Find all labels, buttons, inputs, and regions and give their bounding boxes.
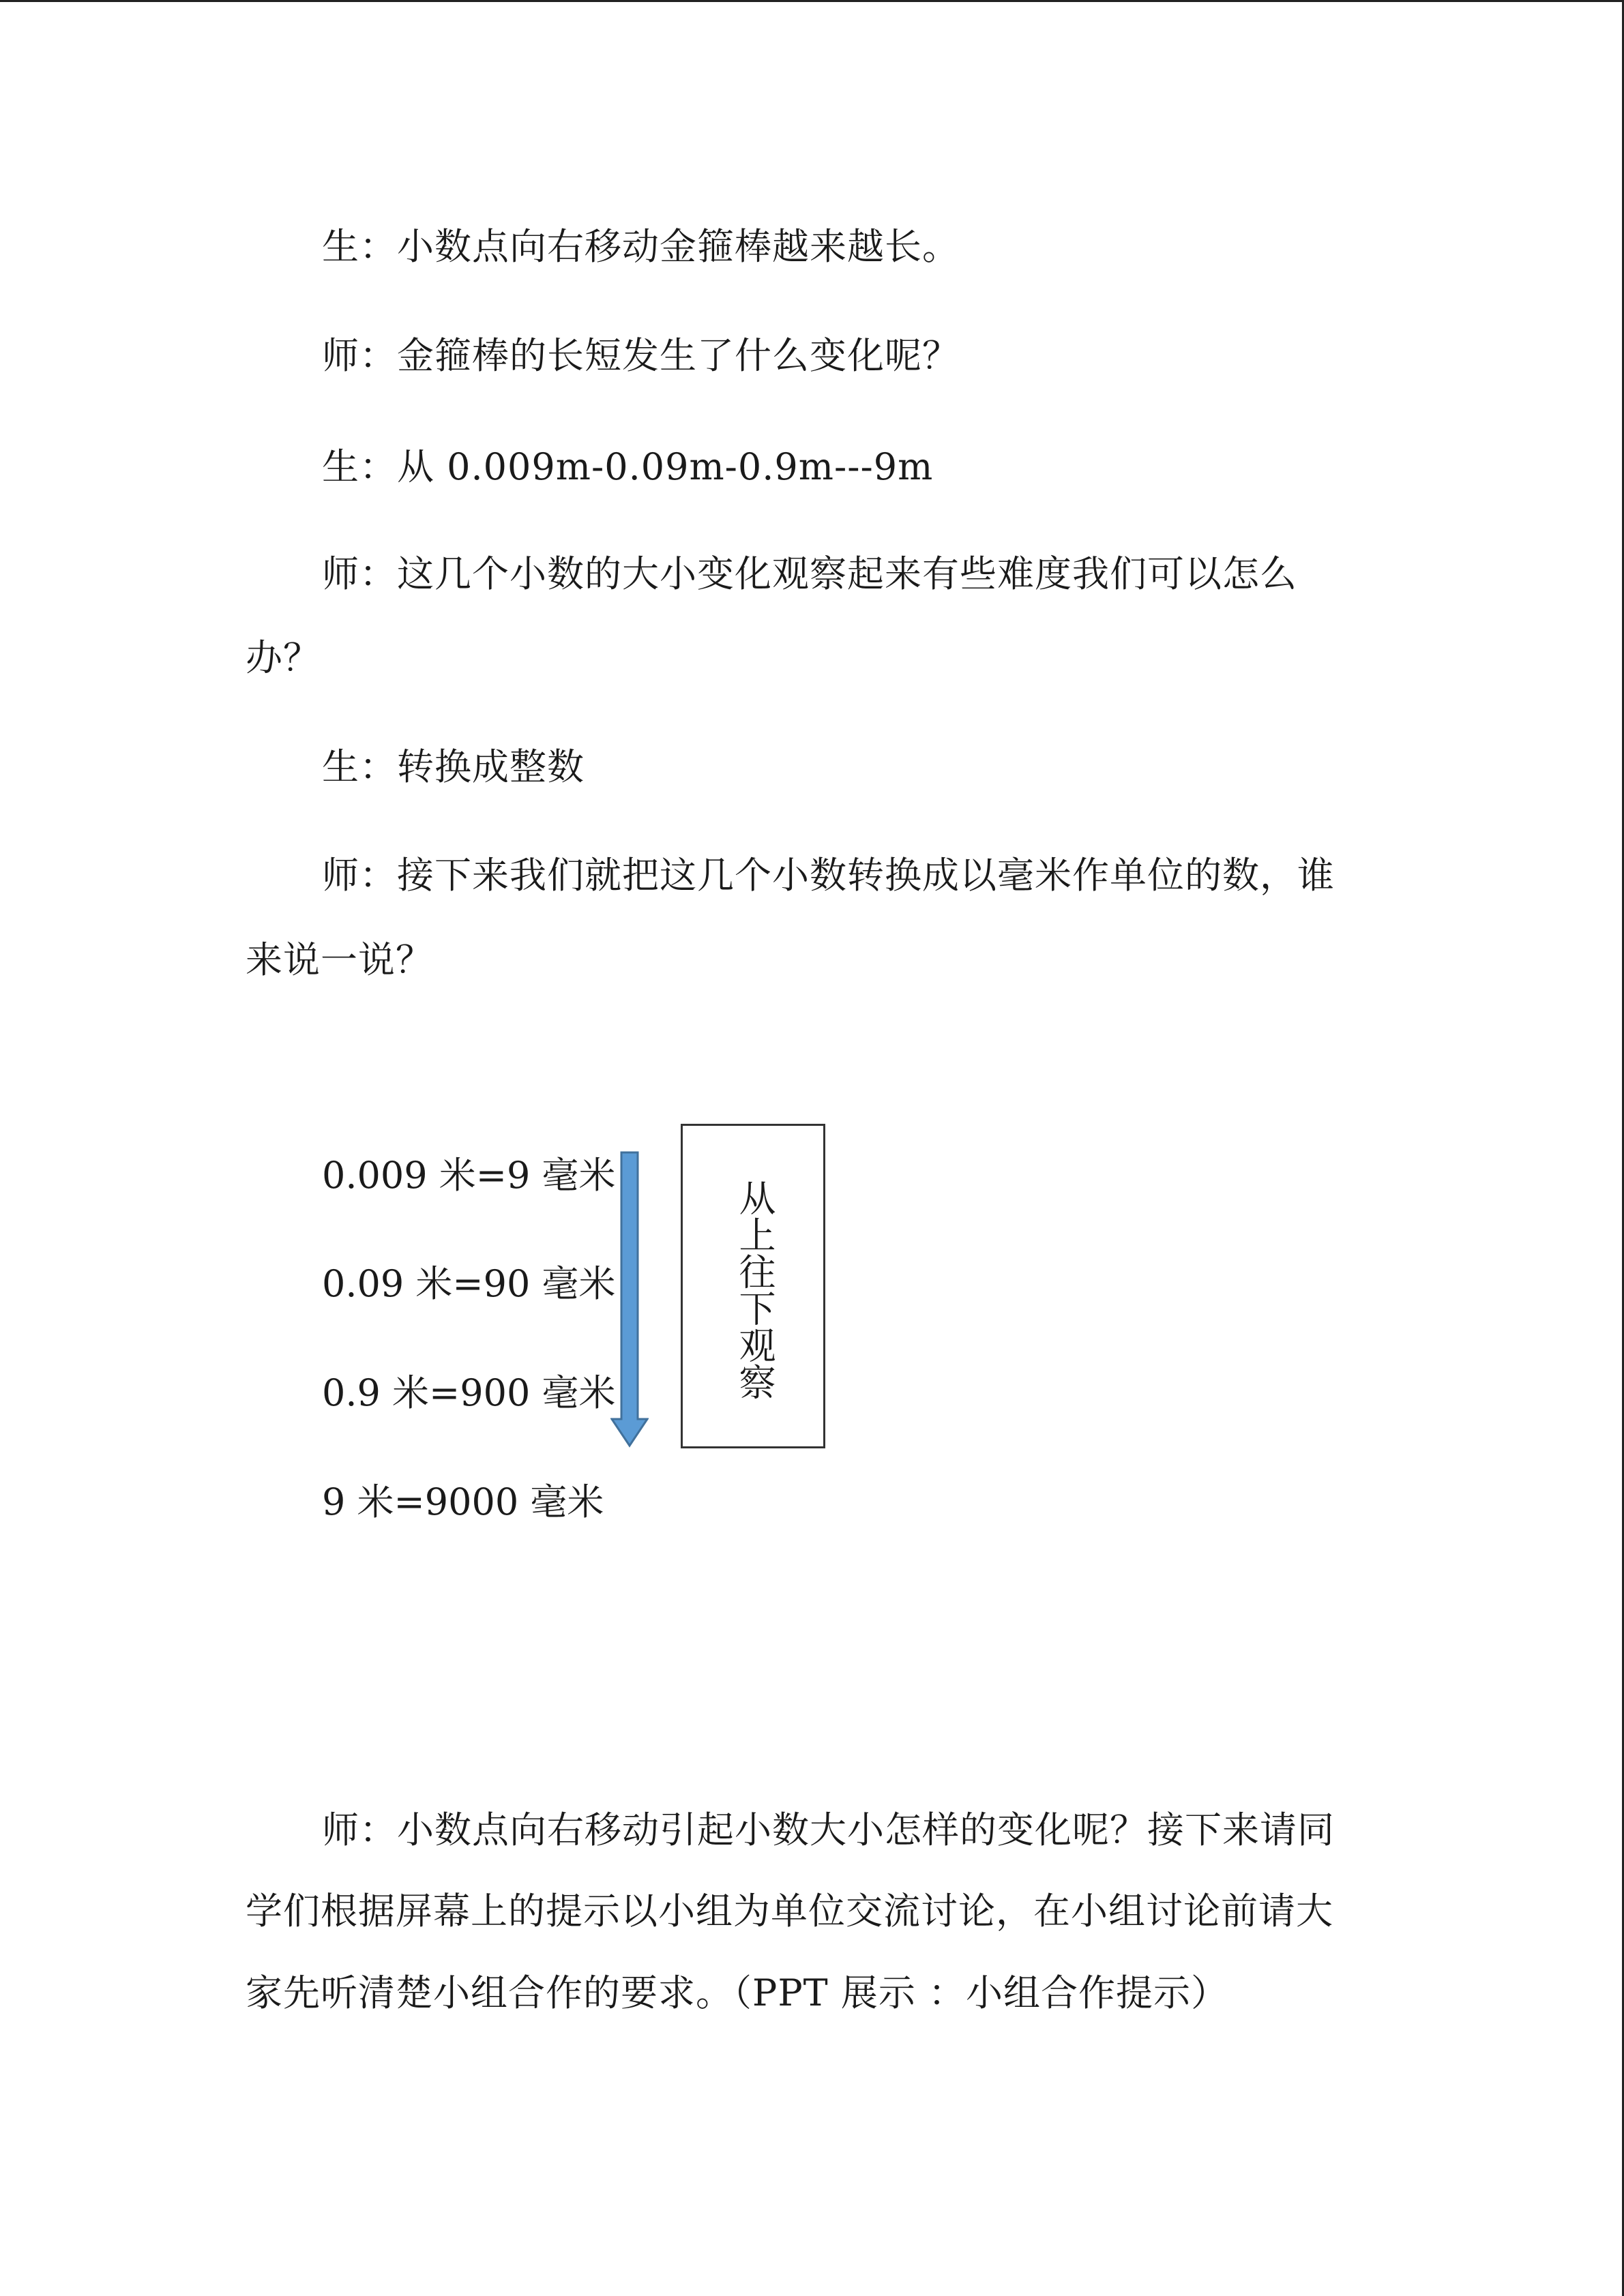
paragraph-teacher-3-line-2: 来说一说？ [246, 938, 433, 981]
paragraph-teacher-3-line-1: 师：接下来我们就把这几个小数转换成以毫米作单位的数，谁 [322, 854, 1335, 897]
paragraph-teacher-4-line-3: 家先听清楚小组合作的要求。（PPT 展示 ：小组合作提示） [246, 1971, 1229, 2014]
conversion-line-3: 0.9 米=900 毫米 [322, 1371, 616, 1414]
paragraph-teacher-1: 师：金箍棒的长短发生了什么变化呢？ [322, 334, 960, 377]
paragraph-teacher-2-line-2: 办？ [246, 636, 321, 679]
paragraph-teacher-4-line-1: 师：小数点向右移动引起小数大小怎样的变化呢？接下来请同 [322, 1808, 1335, 1851]
page-top-border [0, 0, 1624, 2]
observe-direction-box [681, 1124, 825, 1448]
conversion-line-1: 0.009 米=9 毫米 [322, 1154, 616, 1197]
paragraph-student-1: 生：小数点向右移动金箍棒越来越长。 [322, 225, 960, 268]
paragraph-teacher-2-line-1: 师：这几个小数的大小变化观察起来有些难度我们可以怎么 [322, 552, 1297, 595]
paragraph-student-2: 生：从 0.009m-0.09m-0.9m---9m [322, 445, 934, 488]
down-arrow-icon [610, 1151, 649, 1448]
paragraph-student-3: 生：转换成整数 [322, 745, 585, 788]
conversion-line-4: 9 米=9000 毫米 [322, 1480, 604, 1523]
paragraph-teacher-4-line-2: 学们根据屏幕上的提示以小组为单位交流讨论，在小组讨论前请大 [246, 1890, 1333, 1933]
down-arrow-shape [612, 1152, 647, 1446]
observe-direction-text: 从上往下观察 [733, 1179, 776, 1400]
conversion-line-2: 0.09 米=90 毫米 [322, 1262, 616, 1305]
